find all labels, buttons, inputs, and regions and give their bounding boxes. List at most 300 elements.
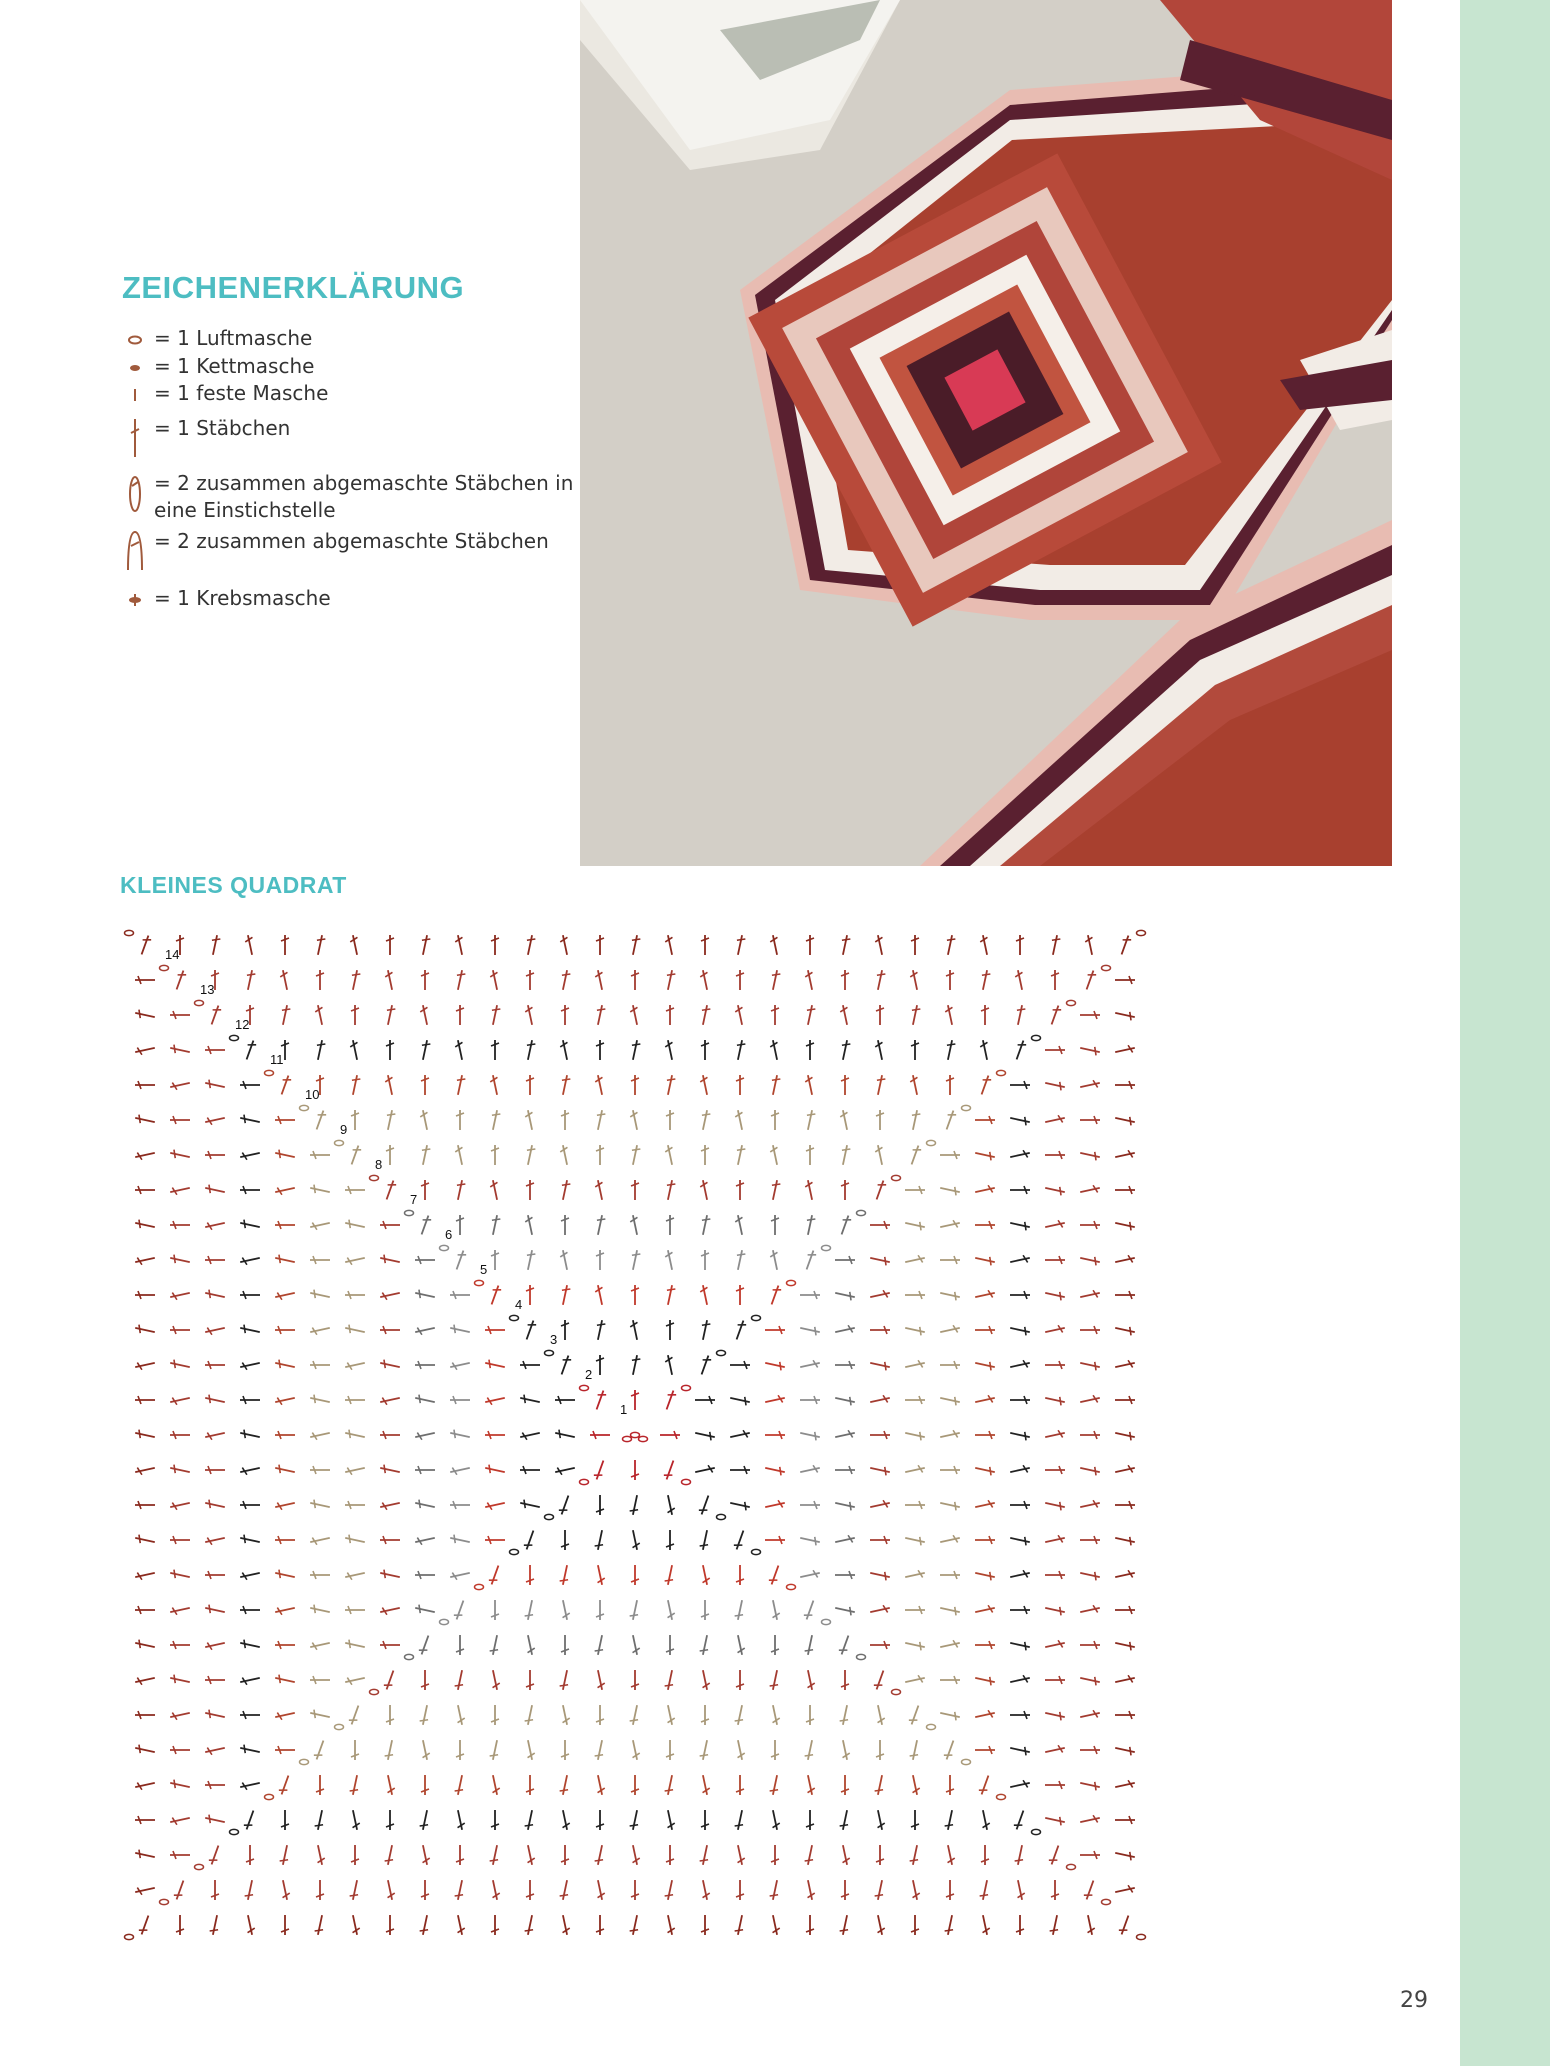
stitch-symbol [274,1464,295,1476]
stitch-symbol [351,1740,359,1760]
stitch-symbol [769,1914,781,1935]
stitch-symbol [561,1635,569,1655]
stitch-symbol [244,1914,256,1935]
stitch-symbol [1080,1221,1100,1229]
stitch-symbol [874,1074,886,1095]
stitch-symbol [940,1466,960,1474]
stitch-symbol [205,1256,225,1264]
stitch-symbol [349,1074,361,1095]
stitch-symbol [1045,1466,1065,1474]
stitch-symbol [349,969,361,990]
chain-stitch-symbol [857,1654,866,1659]
stitch-symbol [870,1221,890,1229]
stitch-symbol [1114,1884,1135,1896]
stitch-symbol [939,1639,960,1651]
stitch-symbol [1044,1324,1065,1336]
stitch-symbol [631,1460,639,1480]
stitch-symbol [559,1879,571,1900]
round-number-label: 14 [165,947,180,962]
stitch-symbol [1016,1915,1024,1935]
stitch-symbol [314,1844,326,1865]
stitch-symbol [911,1915,919,1935]
stitch-symbol [804,1879,816,1900]
stitch-symbol [1114,1044,1135,1056]
stitch-symbol [975,1116,995,1124]
stitch-symbol [526,970,534,990]
stitch-symbol [594,1004,606,1025]
stitch-symbol [419,1809,431,1830]
chain-stitch-symbol [682,1385,691,1390]
stitch-symbol [421,1180,429,1200]
stitch-symbol [279,969,291,990]
stitch-symbol [905,1501,925,1509]
chain-stitch-symbol [125,930,134,935]
stitch-symbol [631,1390,639,1410]
stitch-symbol [240,1711,260,1719]
stitch-symbol [698,1494,712,1516]
stitch-symbol [138,1914,152,1936]
stitch-symbol [274,1359,295,1371]
stitch-symbol [419,1144,431,1165]
stitch-symbol [1080,1431,1100,1439]
stitch-symbol [839,1004,851,1025]
stitch-symbol [204,1814,225,1826]
legend-item-label: = 2 zusammen abgemaschte Stäbchen [154,529,549,553]
stitch-symbol [771,1635,779,1655]
stitch-symbol [379,1394,400,1406]
stitch-symbol [344,1464,365,1476]
stitch-symbol [978,1774,992,1796]
stitch-symbol [806,935,814,955]
stitch-symbol [204,1184,225,1196]
stitch-symbol [239,1779,260,1791]
chain-stitch-symbol [300,1759,309,1764]
stitch-symbol [239,1534,260,1546]
stitch-symbol [631,1670,639,1690]
chain-stitch-symbol [717,1350,726,1355]
chain-stitch-symbol [265,1794,274,1799]
stitch-symbol [240,1081,260,1089]
stitch-symbol [345,1501,365,1509]
stitch-symbol [1114,1779,1135,1791]
stitch-symbol [239,1254,260,1266]
stitch-symbol [310,1676,330,1684]
stitch-symbol [806,1145,814,1165]
stitch-symbol [1080,1011,1100,1019]
stitch-symbol [1014,969,1026,990]
stitch-symbol [239,1639,260,1651]
stitch-symbol [421,1670,429,1690]
stitch-symbol [804,1109,816,1130]
stitch-symbol [386,1810,394,1830]
stitch-symbol [1010,1606,1030,1614]
stitch-symbol [244,934,256,955]
stitch-symbol [946,1075,954,1095]
stitch-symbol [734,1844,746,1865]
stitch-symbol [519,1499,540,1511]
stitch-symbol [876,1005,884,1025]
stitch-symbol [841,1880,849,1900]
stitch-symbol [1051,970,1059,990]
stitch-symbol [835,1571,855,1579]
stitch-symbol [1079,1254,1100,1266]
stitch-symbol [594,1074,606,1095]
stitch-symbol [351,1845,359,1865]
stitch-symbol [351,1005,359,1025]
stitch-symbol [664,1564,676,1585]
stitch-symbol [489,1214,501,1235]
stitch-symbol [874,1039,886,1060]
stitch-symbol [943,1739,957,1761]
stitch-symbol [694,1429,715,1441]
stitch-symbol [839,1844,851,1865]
stitch-symbol [170,1431,190,1439]
stitch-symbol [349,1039,361,1060]
stitch-symbol [734,1249,746,1270]
stitch-symbol [874,1809,886,1830]
chain-stitch-symbol [787,1280,796,1285]
stitch-symbol [806,1040,814,1060]
stitch-symbol [594,1634,606,1655]
single-crochet-icon [122,380,148,410]
chain-stitch-symbol [510,1549,519,1554]
stitch-symbol [734,1914,746,1935]
stitch-symbol [419,1704,431,1725]
stitch-symbol [313,1739,327,1761]
stitch-symbol [594,1669,606,1690]
stitch-symbol [1114,1744,1135,1756]
stitch-symbol [414,1534,435,1546]
stitch-symbol [204,1604,225,1616]
stitch-symbol [484,1499,505,1511]
stitch-symbol [274,1604,295,1616]
stitch-symbol [380,1326,400,1334]
stitch-symbol [839,1914,851,1935]
stitch-symbol [313,1109,327,1131]
stitch-symbol [939,1499,960,1511]
stitch-symbol [596,1250,604,1270]
stitch-symbol [1079,1569,1100,1581]
stitch-symbol [804,1774,816,1795]
stitch-symbol [239,1744,260,1756]
stitch-symbol [769,1809,781,1830]
stitch-symbol [1114,1674,1135,1686]
stitch-symbol [1114,1464,1135,1476]
stitch-symbol [345,1291,365,1299]
chain-stitch-symbol [510,1315,519,1320]
chain-stitch-symbol [717,1514,726,1519]
stitch-symbol [631,1180,639,1200]
stitch-symbol [974,1359,995,1371]
stitch-symbol [450,1501,470,1509]
chain-stitch-symbol [997,1070,1006,1075]
stitch-symbol [243,1039,257,1061]
stitch-symbol [421,1075,429,1095]
stitch-symbol [384,1004,396,1025]
stitch-symbol [309,1639,330,1651]
stitch-symbol [169,1044,190,1056]
stitch-symbol [559,1774,571,1795]
stitch-symbol [804,1634,816,1655]
stitch-symbol [1115,1711,1135,1719]
stitch-symbol [629,1249,641,1270]
stitch-symbol [561,1215,569,1235]
stitch-symbol [734,934,746,955]
stitch-symbol [1013,1809,1027,1831]
stitch-symbol [701,1600,709,1620]
chain-stitch-symbol [160,965,169,970]
stitch-symbol [974,1499,995,1511]
round-number-label: 10 [305,1087,320,1102]
stitch-symbol [274,1674,295,1686]
chain-stitch-symbol [545,1514,554,1519]
stitch-symbol [1045,1361,1065,1369]
stitch-symbol [631,1775,639,1795]
stitch-symbol [561,1530,569,1550]
stitch-symbol [309,1709,330,1721]
stitch-symbol [701,935,709,955]
chain-stitch-symbol [475,1280,484,1285]
stitch-symbol [456,1215,464,1235]
stitch-symbol [1044,1604,1065,1616]
stitch-symbol [1115,1816,1135,1824]
stitch-symbol [275,1326,295,1334]
stitch-symbol [729,1394,750,1406]
double-crochet-icon [122,415,148,461]
stitch-symbol [804,1739,816,1760]
stitch-symbol [379,1359,400,1371]
chain-stitch-symbol [230,1035,239,1040]
stitch-symbol [733,1319,747,1341]
stitch-symbol [736,1075,744,1095]
stitch-symbol [348,1144,362,1166]
stitch-symbol [596,1040,604,1060]
stitch-symbol [594,1284,606,1305]
stitch-symbol [309,1429,330,1441]
stitch-symbol [765,1431,785,1439]
stitch-symbol [524,1249,536,1270]
stitch-symbol [239,1674,260,1686]
stitch-symbol [975,1641,995,1649]
stitch-symbol [134,1569,155,1581]
round-number-label: 5 [480,1262,488,1277]
stitch-symbol [664,1074,676,1095]
stitch-symbol [419,1739,431,1760]
stitch-symbol [421,1880,429,1900]
stitch-symbol [699,1004,711,1025]
stitch-symbol [699,1109,711,1130]
stitch-symbol [734,1039,746,1060]
stitch-symbol [489,1074,501,1095]
stitch-symbol [520,1466,540,1474]
stitch-symbol [135,1711,155,1719]
stitch-symbol [804,1214,816,1235]
stitch-symbol [1114,1149,1135,1161]
stitch-symbol [629,1109,641,1130]
stitch-symbol [834,1534,855,1546]
stitch-symbol [974,1674,995,1686]
stitch-symbol [205,1361,225,1369]
stitch-symbol [1048,1844,1062,1866]
chain-stitch-symbol [631,1432,640,1437]
stitch-symbol [701,1915,709,1935]
stitch-symbol [134,1534,155,1546]
stitch-symbol [800,1396,820,1404]
chain-stitch-symbol [160,1899,169,1904]
stitch-symbol [454,1179,466,1200]
stitch-symbol [1045,1571,1065,1579]
stitch-symbol [771,1110,779,1130]
stitch-symbol [734,1109,746,1130]
stitch-symbol [664,1774,676,1795]
stitch-symbol [764,1464,785,1476]
stitch-symbol [594,1214,606,1235]
stitch-symbol [384,1109,396,1130]
dc2tog-same-stitch-icon [122,470,148,514]
stitch-symbol [204,1114,225,1126]
stitch-symbol [559,1039,571,1060]
stitch-symbol [519,1429,540,1441]
stitch-symbol [769,1074,781,1095]
side-color-strip [1460,0,1550,2066]
stitch-symbol [904,1324,925,1336]
stitch-symbol [488,1284,502,1306]
stitch-symbol [491,1250,499,1270]
round-number-label: 1 [620,1402,628,1417]
stitch-symbol [279,1004,291,1025]
stitch-symbol [169,1709,190,1721]
stitch-symbol [449,1534,470,1546]
stitch-symbol [1009,1534,1030,1546]
stitch-symbol [1084,1914,1096,1935]
stitch-symbol [1009,1149,1030,1161]
stitch-symbol [419,1004,431,1025]
stitch-symbol [730,1466,750,1474]
stitch-symbol [905,1186,925,1194]
stitch-symbol [699,1284,711,1305]
round-number-label: 6 [445,1227,453,1242]
stitch-symbol [870,1641,890,1649]
stitch-symbol [663,1459,677,1481]
stitch-symbol [596,1355,604,1375]
stitch-symbol [281,935,289,955]
stitch-symbol [489,1634,501,1655]
chain-stitch-symbol [962,1759,971,1764]
stitch-symbol [491,1040,499,1060]
stitch-symbol [489,1739,501,1760]
stitch-symbol [869,1569,890,1581]
stitch-symbol [309,1219,330,1231]
stitch-symbol [769,1704,781,1725]
stitch-symbol [526,1565,534,1585]
stitch-symbol [456,1845,464,1865]
stitch-symbol [1114,1569,1135,1581]
stitch-symbol [1044,1814,1065,1826]
stitch-symbol [1016,935,1024,955]
stitch-symbol [380,1431,400,1439]
stitch-symbol [274,1149,295,1161]
stitch-symbol [491,1600,499,1620]
stitch-symbol [309,1324,330,1336]
stitch-symbol [701,1705,709,1725]
stitch-symbol [1009,1324,1030,1336]
stitch-symbol [974,1289,995,1301]
stitch-symbol [349,1879,361,1900]
stitch-symbol [694,1464,715,1476]
stitch-symbol [1010,1396,1030,1404]
stitch-symbol [939,1219,960,1231]
stitch-symbol [769,969,781,990]
stitch-symbol [239,1359,260,1371]
stitch-symbol [1115,1186,1135,1194]
stitch-symbol [310,1571,330,1579]
stitch-symbol [173,1879,187,1901]
stitch-symbol [135,1396,155,1404]
stitch-symbol [1009,1254,1030,1266]
chain-stitch-symbol [230,1829,239,1834]
stitch-symbol [209,1914,221,1935]
stitch-symbol [561,1320,569,1340]
stitch-symbol [169,1359,190,1371]
stitch-symbol [804,1074,816,1095]
stitch-symbol [590,1431,610,1439]
stitch-symbol [204,1744,225,1756]
stitch-symbol [379,1499,400,1511]
legend-title: ZEICHENERKLÄRUNG [122,270,465,305]
stitch-symbol [874,1914,886,1935]
round-number-label: 11 [270,1052,284,1067]
stitch-symbol [1115,1396,1135,1404]
stitch-symbol [524,1004,536,1025]
stitch-symbol [869,1499,890,1511]
stitch-symbol [380,1221,400,1229]
stitch-symbol [1084,934,1096,955]
stitch-symbol [239,1324,260,1336]
stitch-symbol [769,1599,781,1620]
stitch-symbol [449,1464,470,1476]
stitch-symbol [419,1109,431,1130]
stitch-symbol [974,1464,995,1476]
stitch-symbol [946,1775,954,1795]
stitch-symbol [834,1289,855,1301]
stitch-symbol [946,970,954,990]
stitch-symbol [415,1361,435,1369]
chain-stitch-symbol [1067,1864,1076,1869]
stitch-symbol [559,1669,571,1690]
stitch-symbol [835,1361,855,1369]
stitch-symbol [485,1536,505,1544]
round-number-label: 8 [375,1157,383,1172]
stitch-symbol [804,1669,816,1690]
stitch-symbol [1014,1004,1026,1025]
stitch-symbol [870,1326,890,1334]
stitch-symbol [593,1459,607,1481]
stitch-symbol [1079,1709,1100,1721]
stitch-symbol [491,1705,499,1725]
stitch-symbol [664,1879,676,1900]
stitch-symbol [1115,1291,1135,1299]
stitch-symbol [1009,1219,1030,1231]
stitch-symbol [841,1075,849,1095]
stitch-symbol [454,1914,466,1935]
stitch-symbol [309,1499,330,1511]
stitch-symbol [664,1914,676,1935]
stitch-symbol [170,1641,190,1649]
stitch-symbol [666,1110,674,1130]
stitch-symbol [666,1320,674,1340]
stitch-symbol [804,1004,816,1025]
stitch-symbol [834,1429,855,1441]
